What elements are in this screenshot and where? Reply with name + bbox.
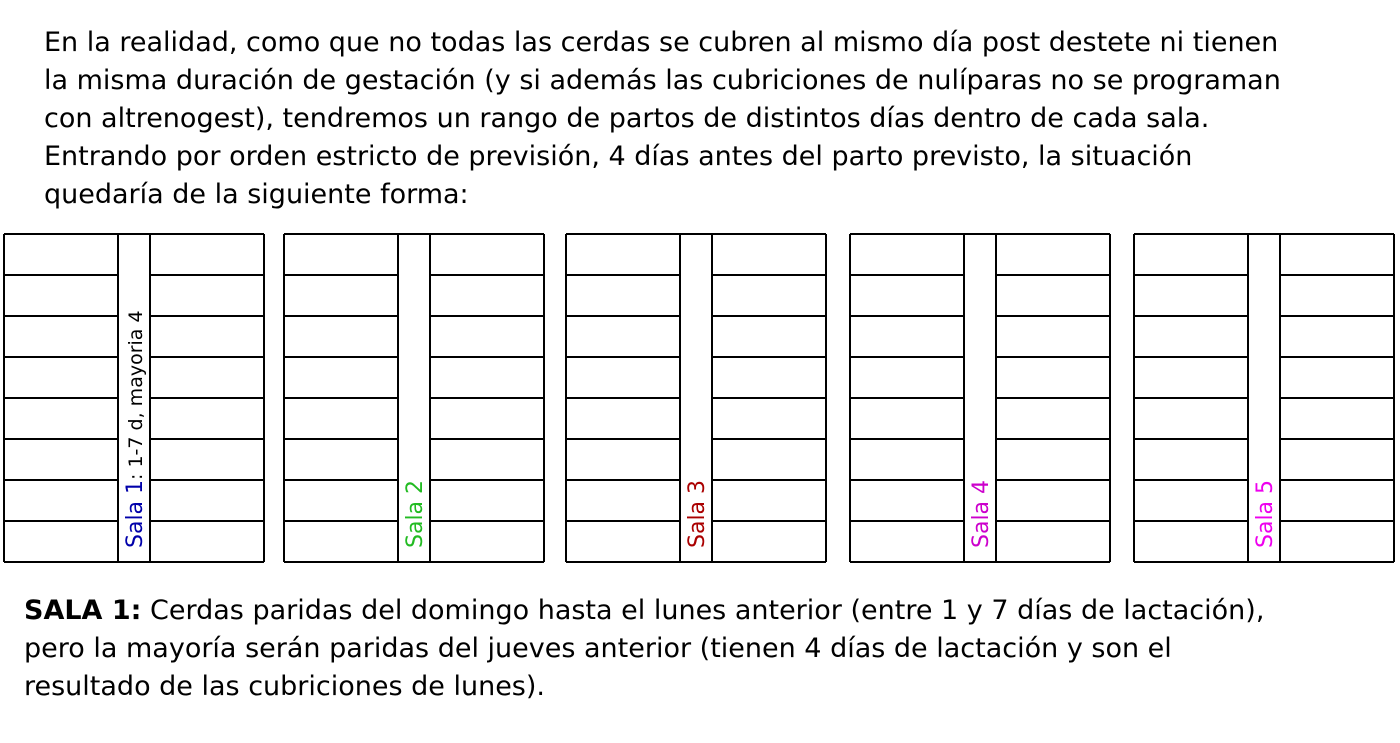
- room-label-1: [123, 310, 148, 548]
- farrowing-rooms-diagram: [0, 230, 1400, 570]
- room-label-4: [969, 480, 994, 548]
- room-name: Sala 4: [969, 479, 994, 548]
- room-3: [566, 234, 826, 562]
- intro-line-3: con altrenogest), tendremos un rango de partos de distintos días dentro de cada sala.: [44, 103, 1210, 134]
- room-5: [1134, 234, 1394, 562]
- intro-line-4: Entrando por orden estricto de previsión, 4 días antes del parto previsto, la situación: [44, 141, 1193, 172]
- intro-text: [44, 24, 1384, 214]
- room-name: Sala 1: [123, 479, 148, 548]
- room-4: [850, 234, 1110, 562]
- intro-line-5: quedaría de la siguiente forma:: [44, 179, 469, 210]
- room-label-3: [685, 480, 710, 548]
- room-name: Sala 5: [1253, 479, 1278, 548]
- room-name: Sala 3: [685, 479, 710, 548]
- room-2: [284, 234, 544, 562]
- sala-1-lead: SALA 1:: [24, 595, 142, 626]
- bottom-line-1: Cerdas paridas del domingo hasta el lunes anterior (entre 1 y 7 días de lactación),: [141, 595, 1265, 626]
- bottom-line-2: pero la mayoría serán paridas del jueves anterior (tienen 4 días de lactación y son el: [24, 633, 1172, 664]
- room-label-2: [403, 480, 428, 548]
- room-note: : 1-7 d, mayoria 4: [125, 310, 147, 480]
- bottom-line-3: resultado de las cubriciones de lunes).: [24, 671, 545, 702]
- intro-line-1: En la realidad, como que no todas las cerdas se cubren al mismo día post destete ni tienen: [44, 27, 1279, 58]
- intro-line-2: la misma duración de gestación (y si además las cubriciones de nulíparas no se programan: [44, 65, 1281, 96]
- room-label-5: [1253, 480, 1278, 548]
- room-name: Sala 2: [403, 479, 428, 548]
- room-1: [4, 234, 264, 562]
- sala-1-description: [24, 592, 1384, 706]
